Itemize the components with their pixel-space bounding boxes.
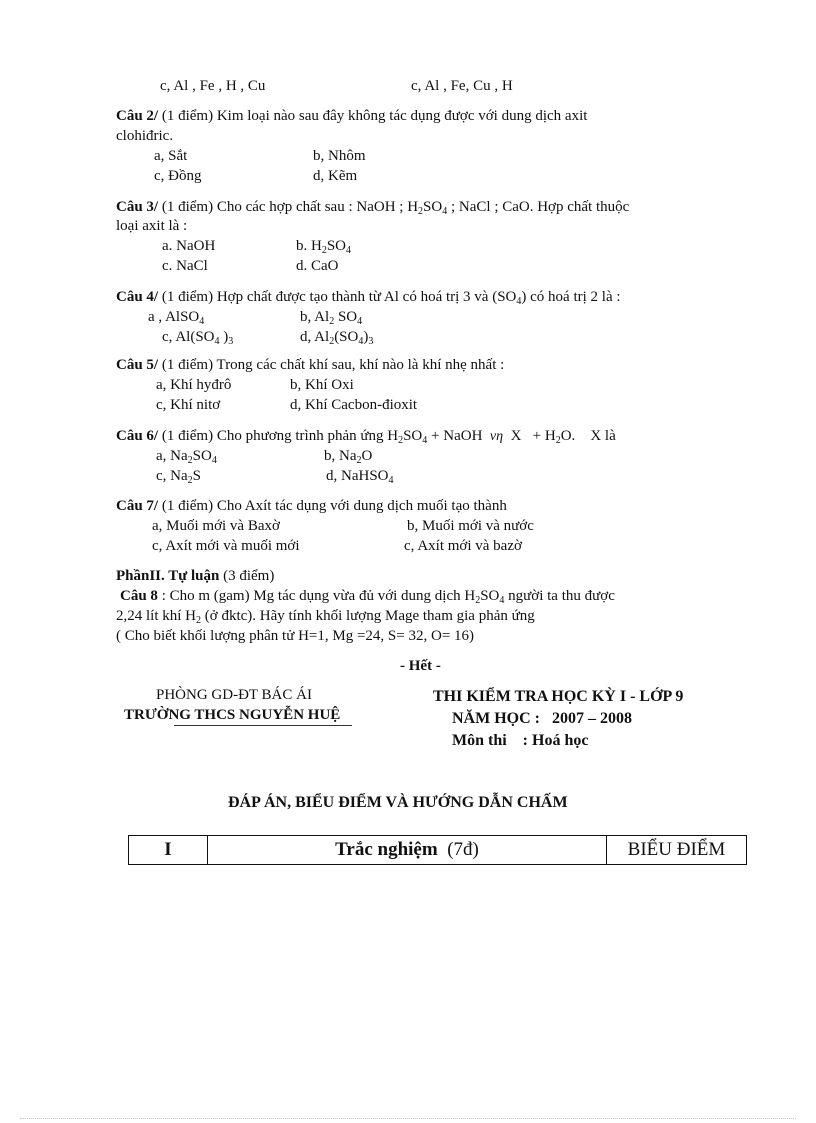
school-underline: [174, 725, 352, 726]
q2-label: Câu 2/: [116, 108, 159, 124]
q6-x-la: X là: [590, 428, 616, 444]
q4-text-pre: (1 điểm) Hợp chất được tạo thành từ Al có hoá trị 3 và (SO: [161, 289, 517, 305]
table-cell-title-bold: Trắc nghiệm: [335, 839, 438, 860]
header-year-value: 2007 – 2008: [551, 710, 632, 727]
q4-option-a-text: a , AlSO: [148, 309, 200, 325]
q3-option-a: a. NaOH: [162, 238, 216, 254]
q4-label: Câu 4/: [116, 289, 159, 305]
q4-option-c-text: c, Al(SO: [162, 329, 215, 345]
q8-text-post: người ta thu được: [508, 588, 615, 604]
q6-option-b: b, $Na_2O$: [324, 448, 373, 466]
q8-text-pre: : Cho m (gam) Mg tác dụng vừa đủ với dung dịch H: [161, 588, 476, 604]
q6-option-d-text: d, NaHSO: [326, 468, 389, 484]
q8-label: Câu 8: [120, 588, 158, 604]
q6-x: X: [510, 428, 522, 444]
q3-text-pre: (1 điểm) Cho các hợp chất sau : NaOH ; H: [161, 199, 419, 215]
q3-option-d: d. CaO: [296, 258, 339, 274]
q5-text: (1 điểm) Trong các chất khí sau, khí nào là khí nhẹ nhất :: [161, 357, 505, 373]
q7-option-a: a, Muối mới và Baxờ: [152, 518, 280, 534]
q6-naoh: + NaOH: [431, 428, 483, 444]
q3-label: Câu 3/: [116, 199, 159, 215]
q4-text-post: ) có hoá trị 2 là :: [521, 289, 621, 305]
q8-line2-post: (ở đktc). Hãy tính khối lượng Mage tham gia phản ứng: [204, 608, 535, 624]
end-mark: - Hết -: [400, 658, 441, 674]
q3-text-post: ; NaCl ; CaO. Hợp chất thuộc: [450, 199, 630, 215]
header-subject: [452, 730, 588, 752]
q3-question: Câu 3/ (1 điểm) Cho các hợp chất sau : NaOH ; $H_2SO_4$ ; NaCl ; CaO. Hợp chất thuộc: [116, 199, 630, 217]
q6-option-c-text: c, Na: [156, 468, 188, 484]
reaction-arrow-icon: νη: [489, 429, 504, 444]
q3-option-b-text: b. H: [296, 238, 322, 254]
q2-text-line2: clohiđric.: [116, 128, 174, 144]
q5-question: [116, 355, 504, 375]
header-exam-title: THI KIỂM TRA HỌC KỲ I - LỚP 9: [433, 688, 684, 705]
q4-option-d: d, $Al_2(SO_4)_3$: [300, 329, 374, 347]
q2-option-d: d, Kẽm: [313, 168, 358, 184]
q8-line2: 2,24 lít khí $H_2$ (ở đktc). Hãy tính khối lượng Mage tham gia phản ứng: [116, 608, 535, 626]
q4-option-b-text: b, Al: [300, 309, 330, 325]
q8-question: Câu 8 : Cho m (gam) Mg tác dụng vừa đủ với dung dịch $H_2SO_4$ người ta thu được: [120, 588, 615, 606]
q6-option-c: c, $Na_2S$: [156, 468, 201, 486]
q3-option-c: c. NaCl: [162, 258, 208, 274]
q7-option-b: b, Muối mới và nước: [407, 518, 534, 534]
q4-option-a: a , AlSO$_4$: [148, 309, 205, 327]
q7-text: (1 điểm) Cho Axít tác dụng với dung dịch muối tạo thành: [161, 498, 507, 514]
q6-text-pre: (1 điểm) Cho phương trình phản ứng H: [161, 428, 399, 444]
q1-option-c2: c, Al , Fe, Cu , H: [411, 78, 513, 94]
table-cell-score-header: BIỂU ĐIỂM: [607, 836, 747, 865]
q6-option-d: d, NaHSO$_4$: [326, 468, 394, 486]
q2-option-b: b, Nhôm: [313, 148, 366, 164]
q8-line2-pre: 2,24 lít khí H: [116, 608, 197, 624]
q6-option-a: a, $Na_2SO_4$: [156, 448, 217, 466]
q6-h2o-pre: + H: [532, 428, 556, 444]
q2-option-c: c, Đồng: [154, 168, 202, 184]
header-year-label: NĂM HỌC :: [452, 710, 540, 727]
q2-text: (1 điểm) Kim loại nào sau đây không tác dụng được với dung dịch axit: [161, 108, 588, 124]
q7-option-c: c, Axít mới và muối mới: [152, 538, 300, 554]
q6-option-b-text: b, Na: [324, 448, 357, 464]
header-department: PHÒNG GD-ĐT BÁC ÁI: [156, 687, 312, 703]
q7-question: [116, 496, 507, 516]
q3-option-b: b. $H_2SO_4$: [296, 238, 352, 256]
q8-line3: ( Cho biết khối lượng phân tử H=1, Mg =24, S= 32, O= 16): [116, 628, 475, 644]
q3-text-line2: loại axit là :: [116, 218, 188, 234]
header-subject-label: Môn thi: [452, 732, 507, 749]
q7-label: Câu 7/: [116, 498, 159, 514]
answer-key-title: ĐÁP ÁN, BIỂU ĐIỂM VÀ HƯỚNG DẪN CHẤM: [228, 794, 568, 811]
header-school-name: TRƯỜNG THCS NGUYỄN HUỆ: [124, 707, 341, 723]
header-subject-value: : Hoá học: [522, 732, 589, 749]
q6-option-a-text: a, Na: [156, 448, 188, 464]
answer-table: [128, 835, 747, 865]
q1-option-c1: c, Al , Fe , H , Cu: [160, 78, 266, 94]
part2-heading: [116, 566, 274, 586]
table-row: [129, 836, 747, 865]
q5-option-c: c, Khí nitơ: [156, 397, 221, 413]
q4-option-d-text: d, Al: [300, 329, 330, 345]
q5-option-d: d, Khí Cacbon-đioxit: [290, 397, 418, 413]
table-cell-section: I: [129, 836, 208, 865]
q2-question: [116, 106, 587, 126]
q4-question: Câu 4/ (1 điểm) Hợp chất được tạo thành từ Al có hoá trị 3 và $(SO_4)$ có hoá trị 2 là :: [116, 289, 621, 307]
q6-question: Câu 6/ (1 điểm) Cho phương trình phản ứng $H_2SO_4$ + NaOH νη X + $H_2O$. X là: [116, 428, 616, 446]
q5-label: Câu 5/: [116, 357, 159, 373]
part2-points: (3 điểm): [223, 568, 275, 584]
q6-h2o-post: O.: [560, 428, 576, 444]
part2-label: PhầnII. Tự luận: [116, 568, 220, 584]
q4-option-c: c, $Al(SO_4$ )$_3$: [162, 329, 234, 347]
table-cell-title: [208, 836, 607, 865]
q7-option-d: c, Axít mới và bazờ: [404, 538, 522, 554]
q5-option-b: b, Khí Oxi: [290, 377, 354, 393]
q2-option-a: a, Sắt: [154, 148, 188, 164]
q4-option-b: b, $Al_2$ $SO_4$: [300, 309, 363, 327]
q5-option-a: a, Khí hyđrô: [156, 377, 232, 393]
q6-label: Câu 6/: [116, 428, 159, 444]
table-cell-title-points: (7đ): [447, 839, 479, 860]
page-bottom-divider: [20, 1118, 796, 1119]
header-year: [452, 708, 632, 730]
